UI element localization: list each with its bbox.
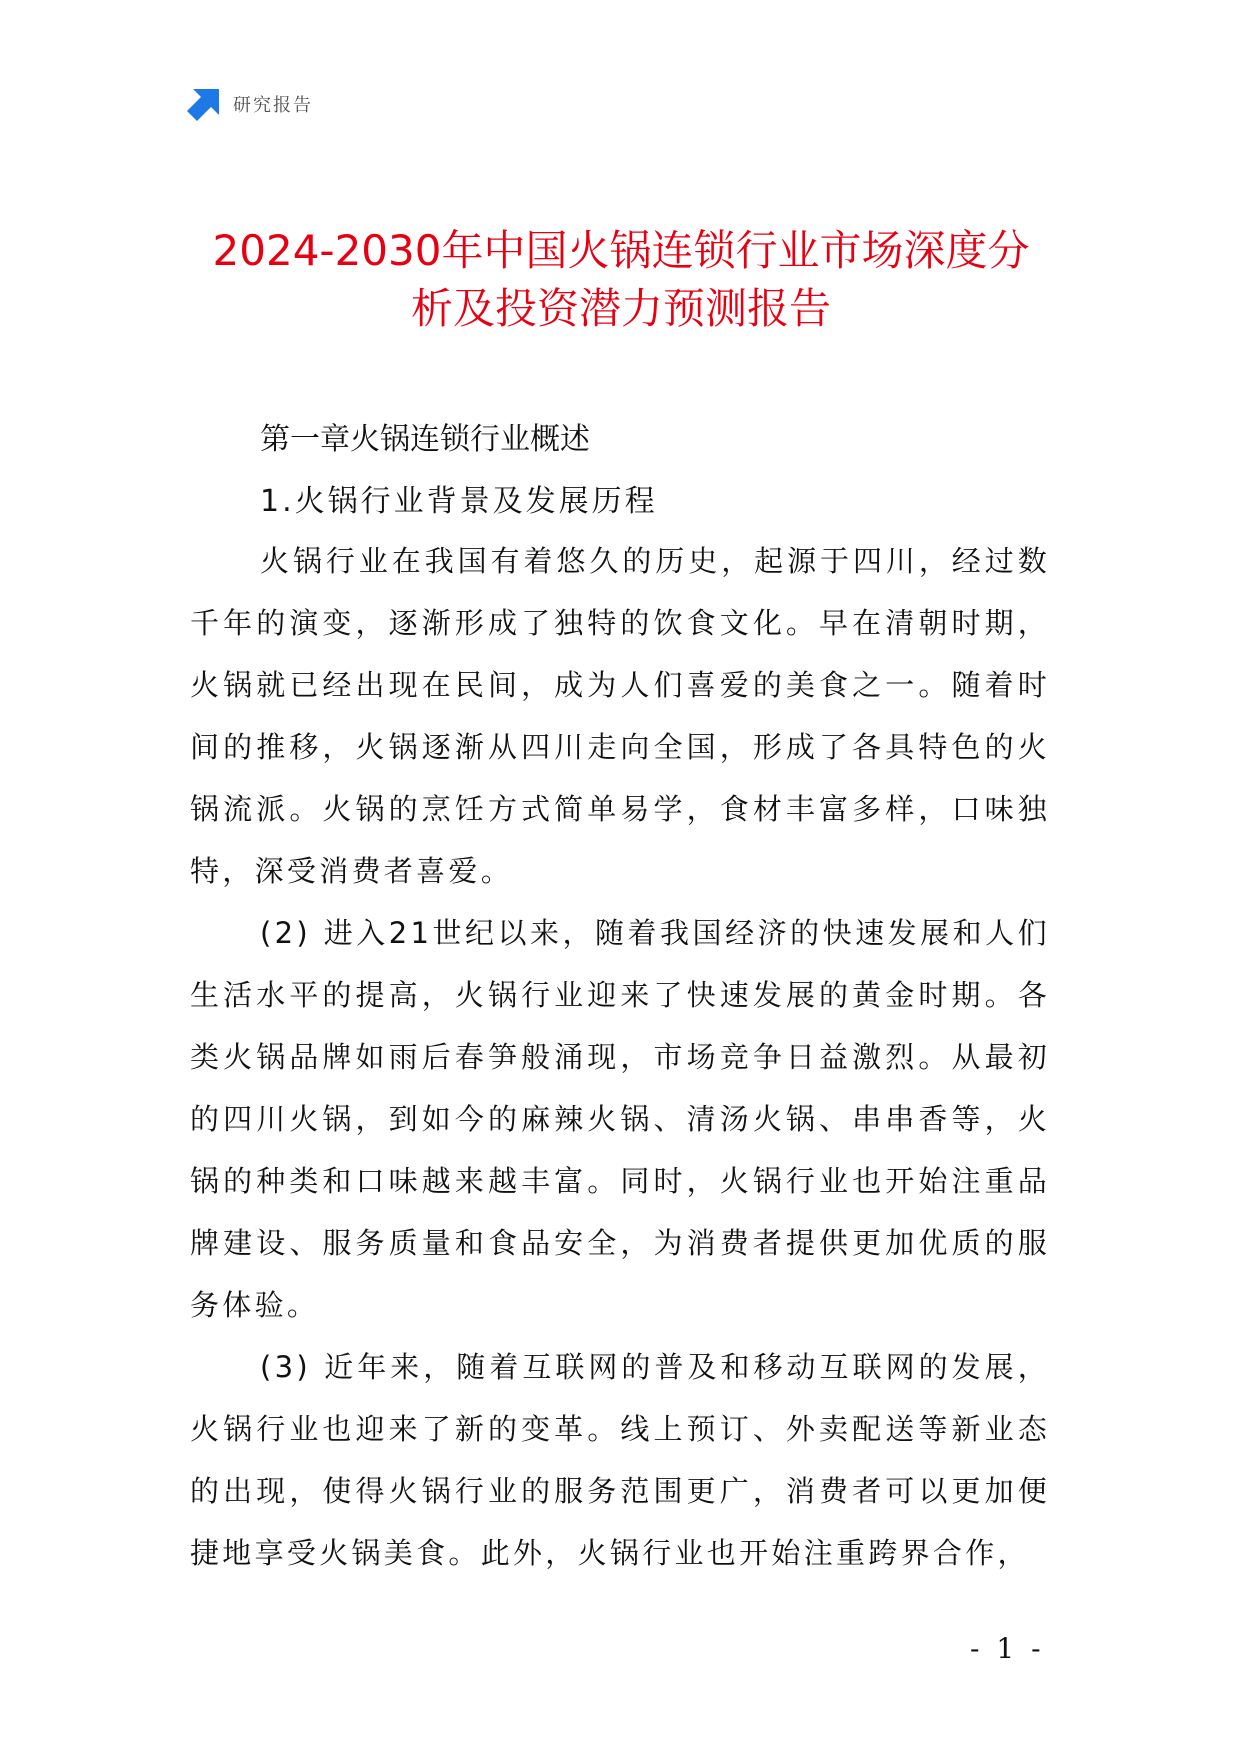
report-title-line-1: 2024-2030年中国火锅连锁行业市场深度分 [212,226,1030,275]
section-heading: 1.火锅行业背景及发展历程 [260,484,658,519]
report-header [187,86,313,122]
paragraph-2: (2) 进入21世纪以来，随着我国经济的快速发展和人们生活水平的提高，火锅行业迎来了快速发展的黄金时期。各类火锅品牌如雨后春笋般涌现，市场竞争日益激烈。从最初的四川火锅，到如今的麻辣火锅、清汤火锅、串串香等，火锅的种类和口味越来越丰富。同时，火锅行业也开始注重品牌建设、服务质量和食品安全，为消费者提供更加优质的服务体验。 [190,916,1050,1322]
body-text [190,530,1050,1584]
page-number: - 1 - [970,1632,1045,1665]
report-title-line-2: 析及投资潜力预测报告 [410,284,831,333]
report-title [186,222,1056,338]
header-label: 研究报告 [233,95,313,116]
paragraph-3: (3) 近年来，随着互联网的普及和移动互联网的发展，火锅行业也迎来了新的变革。线上预订、外卖配送等新业态的出现，使得火锅行业的服务范围更广，消费者可以更加便捷地享受火锅美食。此外，火锅行业也开始注重跨界合作， [190,1350,1050,1570]
arrow-up-right-logo-icon [187,87,221,121]
paragraph-1: 火锅行业在我国有着悠久的历史，起源于四川，经过数千年的演变，逐渐形成了独特的饮食文化。早在清朝时期，火锅就已经出现在民间，成为人们喜爱的美食之一。随着时间的推移，火锅逐渐从四川走向全国，形成了各具特色的火锅流派。火锅的烹饪方式简单易学，食材丰富多样，口味独特，深受消费者喜爱。 [190,544,1050,888]
chapter-heading: 第一章火锅连锁行业概述 [260,422,590,457]
